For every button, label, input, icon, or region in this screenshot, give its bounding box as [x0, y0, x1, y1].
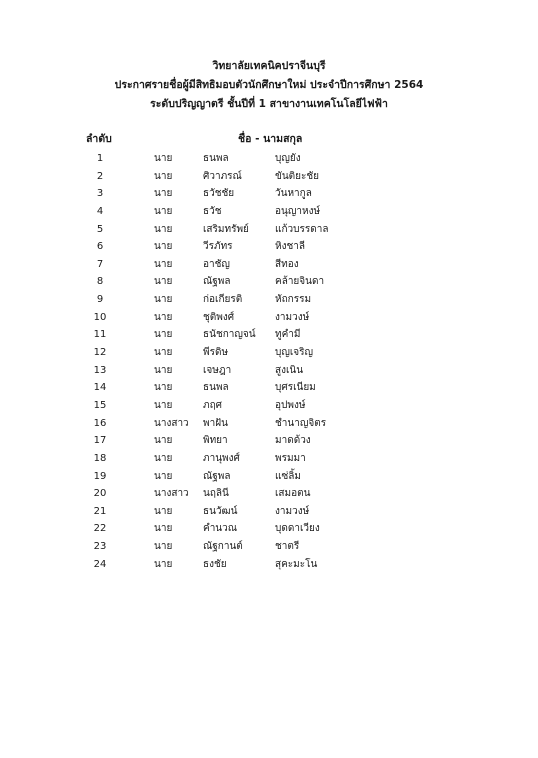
- table-row: [0, 520, 538, 538]
- table-row: [0, 185, 538, 203]
- first-name: ธนพล: [203, 382, 229, 394]
- row-number: 21: [93, 505, 107, 517]
- last-name: บุดดาเวียง: [275, 523, 320, 535]
- last-name: แซ่ลิ้ม: [275, 470, 301, 482]
- row-number: 13: [93, 364, 107, 376]
- table-row: [0, 203, 538, 221]
- table-row: [0, 468, 538, 486]
- row-number: 7: [96, 258, 104, 270]
- first-name: ศิวาภรณ์: [203, 170, 242, 182]
- last-name: บุญเจริญ: [275, 347, 314, 359]
- table-row: [0, 432, 538, 450]
- last-name: อุปพงษ์: [275, 399, 306, 411]
- name-title: นาย: [154, 205, 173, 217]
- first-name: ณัฐพล: [203, 470, 231, 482]
- name-title: นาย: [154, 435, 173, 447]
- table-row: [0, 503, 538, 521]
- first-name: เจษฎา: [203, 364, 232, 376]
- row-number: 2: [96, 170, 104, 182]
- first-name: คำนวณ: [203, 523, 238, 535]
- row-number: 6: [96, 241, 104, 253]
- row-number: 23: [93, 541, 107, 553]
- name-title: นาย: [154, 223, 173, 235]
- name-title: นาย: [154, 452, 173, 464]
- first-name: ณัฐพล: [203, 276, 231, 288]
- name-title: นาย: [154, 329, 173, 341]
- last-name: แก้วบรรดาล: [275, 223, 329, 235]
- row-number: 24: [93, 558, 107, 570]
- table-row: [0, 397, 538, 415]
- last-name: งามวงษ์: [275, 311, 310, 323]
- last-name: อนุญาหงษ์: [275, 205, 321, 217]
- row-number: 14: [93, 382, 107, 394]
- name-title: นาย: [154, 470, 173, 482]
- row-number: 19: [93, 470, 107, 482]
- name-title: นาย: [154, 399, 173, 411]
- row-number: 5: [96, 223, 104, 235]
- first-name: ธนัชกาญจน์: [203, 329, 256, 341]
- table-row: [0, 326, 538, 344]
- program-subtitle: ระดับปริญญาตรี ชั้นปีที่ 1 สาขางานเทคโนโลยีไฟฟ้า: [150, 98, 388, 110]
- name-title: นาย: [154, 188, 173, 200]
- table-row: [0, 485, 538, 503]
- row-number: 1: [96, 153, 104, 164]
- first-name: เสริมทรัพย์: [203, 223, 249, 235]
- table-row: [0, 291, 538, 309]
- first-name: พีรดิษ: [203, 347, 229, 359]
- last-name: หัถกรรม: [275, 294, 312, 306]
- name-title: นาย: [154, 241, 173, 253]
- row-number: 8: [96, 276, 104, 288]
- first-name: พาฝัน: [203, 417, 228, 429]
- last-name: หิงชาลี: [275, 241, 306, 253]
- row-number: 9: [96, 294, 104, 306]
- last-name: มาดด้วง: [275, 435, 311, 447]
- column-header-no: ลำดับ: [86, 133, 112, 145]
- first-name: ธวัชชัย: [203, 188, 235, 200]
- table-row: [0, 556, 538, 574]
- table-row: [0, 150, 538, 168]
- first-name: ธวัช: [203, 205, 222, 217]
- name-title: นาย: [154, 258, 173, 270]
- first-name: ก่อเกียรติ: [203, 294, 243, 306]
- name-title: นาย: [154, 523, 173, 535]
- last-name: สุคะมะโน: [275, 558, 318, 570]
- name-title: นาย: [154, 170, 173, 182]
- row-number: 15: [93, 399, 107, 411]
- last-name: สูงเนิน: [275, 364, 304, 376]
- name-title: นาย: [154, 294, 173, 306]
- document-header: [0, 57, 538, 114]
- first-name: นฤลินี: [203, 488, 229, 500]
- row-number: 10: [93, 311, 107, 323]
- college-name: วิทยาลัยเทคนิคปราจีนบุรี: [212, 60, 326, 72]
- table-row: [0, 379, 538, 397]
- table-row: [0, 415, 538, 433]
- first-name: ธงชัย: [203, 558, 227, 570]
- row-number: 17: [93, 435, 107, 447]
- table-row: [0, 256, 538, 274]
- first-name: ชุติพงศ์: [203, 311, 235, 323]
- first-name: วีรภัทร: [203, 241, 233, 253]
- name-title: นาย: [154, 382, 173, 394]
- table-row: [0, 221, 538, 239]
- table-row: [0, 238, 538, 256]
- table-row: [0, 273, 538, 291]
- name-title: นาย: [154, 311, 173, 323]
- name-title: นาย: [154, 276, 173, 288]
- last-name: พรมมา: [275, 452, 306, 464]
- last-name: บุศรเนียม: [275, 382, 316, 394]
- name-title: นาย: [154, 558, 173, 570]
- name-title: นางสาว: [154, 488, 189, 500]
- first-name: ธนพล: [203, 153, 229, 164]
- name-title: นาย: [154, 153, 173, 164]
- table-row: [0, 450, 538, 468]
- row-number: 12: [93, 347, 107, 359]
- last-name: สีทอง: [275, 258, 299, 270]
- last-name: ชำนาญจิตร: [275, 417, 327, 429]
- last-name: วันหากูล: [275, 188, 312, 200]
- name-title: นางสาว: [154, 417, 189, 429]
- last-name: ขันติยะชัย: [275, 170, 320, 182]
- last-name: เสมอตน: [275, 488, 311, 500]
- first-name: ธนวัฒน์: [203, 505, 238, 517]
- first-name: ภฤศ: [203, 399, 222, 411]
- table-row: [0, 538, 538, 556]
- row-number: 18: [93, 452, 107, 464]
- table-row: [0, 309, 538, 327]
- row-number: 4: [96, 205, 104, 217]
- last-name: ชาตรี: [275, 541, 300, 553]
- name-title: นาย: [154, 541, 173, 553]
- student-list: [0, 150, 538, 573]
- table-row: [0, 344, 538, 362]
- name-title: นาย: [154, 347, 173, 359]
- name-title: นาย: [154, 505, 173, 517]
- table-row: [0, 362, 538, 380]
- first-name: ภานุพงศ์: [203, 452, 240, 464]
- last-name: งามวงษ์: [275, 505, 310, 517]
- row-number: 22: [93, 523, 107, 535]
- column-header-name: ชื่อ - นามสกุล: [238, 133, 303, 145]
- announcement-title: ประกาศรายชื่อผู้มีสิทธิมอบตัวนักศึกษาใหม่ ประจำปีการศึกษา 2564: [114, 79, 424, 91]
- name-title: นาย: [154, 364, 173, 376]
- row-number: 3: [96, 188, 104, 200]
- first-name: ณัฐกานต์: [203, 541, 243, 553]
- row-number: 16: [93, 417, 107, 429]
- first-name: อาชัญ: [203, 258, 230, 270]
- last-name: ทูคำมี: [275, 329, 301, 341]
- last-name: บุญยัง: [275, 153, 301, 164]
- last-name: คล้ายจินดา: [275, 276, 325, 288]
- first-name: พิทยา: [203, 435, 228, 447]
- row-number: 11: [93, 329, 107, 341]
- row-number: 20: [93, 488, 107, 500]
- table-row: [0, 168, 538, 186]
